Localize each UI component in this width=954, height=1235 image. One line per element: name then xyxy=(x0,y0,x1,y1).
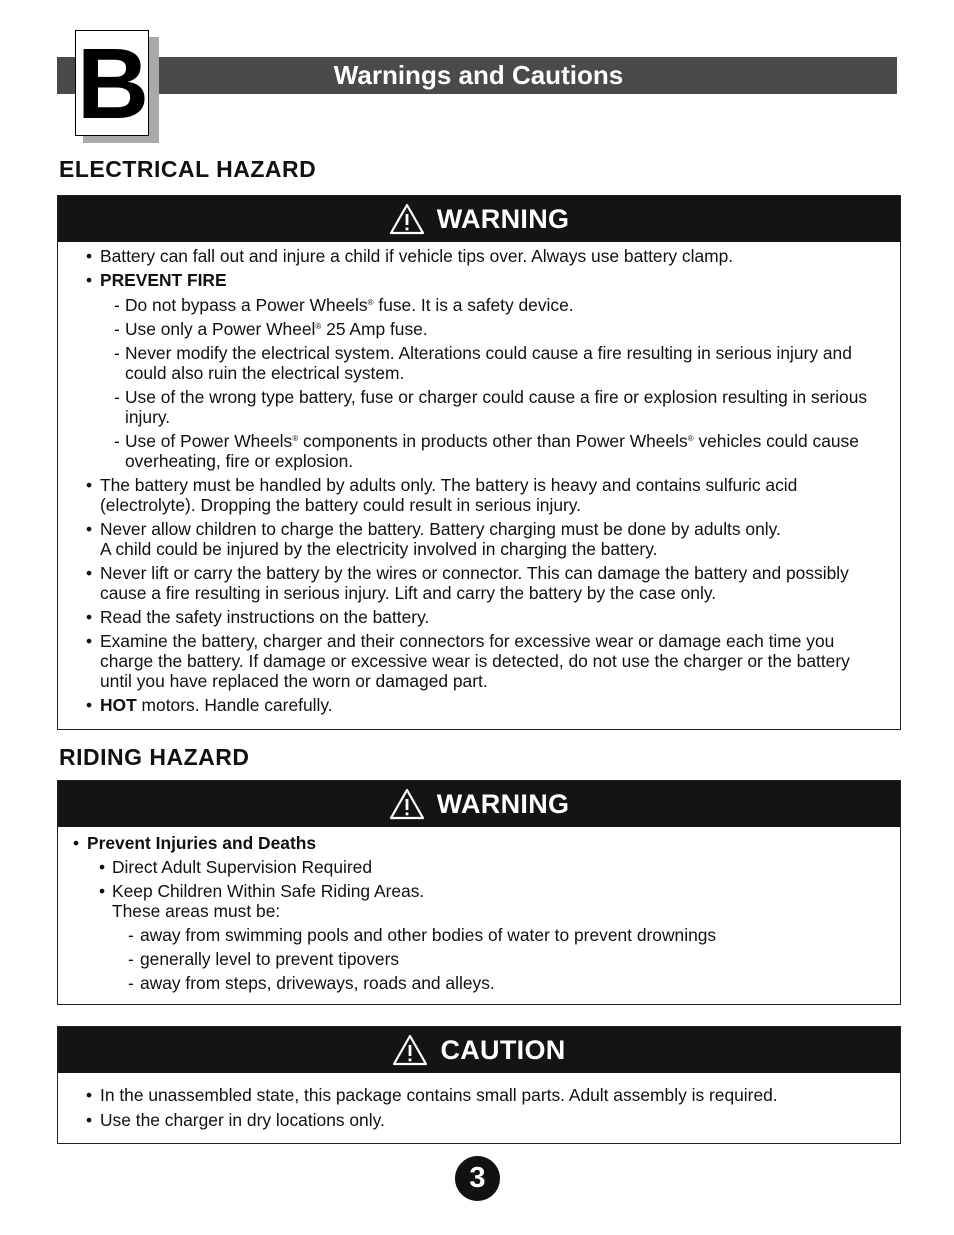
list-item xyxy=(58,519,900,559)
list-item xyxy=(58,695,900,715)
list-item-text xyxy=(100,695,900,715)
sub-item xyxy=(58,431,900,471)
page-number: 3 xyxy=(455,1156,500,1201)
area-item-text: away from swimming pools and other bodies of water to prevent drownings xyxy=(140,925,717,945)
sub-item-text: Use of the wrong type battery, fuse or charger could cause a fire or explosion resulting in serious injury. xyxy=(125,387,868,427)
list-item xyxy=(58,833,900,853)
list-item-text: Read the safety instructions on the battery. xyxy=(100,607,430,627)
riding-warning-box xyxy=(57,780,901,1005)
warning-triangle-icon xyxy=(389,203,425,235)
list-item xyxy=(58,270,900,290)
dash: - xyxy=(128,925,134,945)
sub-item xyxy=(58,387,900,427)
bullet: • xyxy=(99,881,106,901)
prevent-fire-heading: PREVENT FIRE xyxy=(100,270,227,290)
list-item-text: Never allow children to charge the battery. Battery charging must be done by adults only. xyxy=(100,519,781,539)
list-item xyxy=(58,631,900,691)
area-item xyxy=(58,973,900,993)
registered-mark: ® xyxy=(315,322,322,331)
section-letter: B xyxy=(76,28,148,140)
caution-title: CAUTION xyxy=(440,1034,566,1065)
text-part: Do not bypass a Power Wheels xyxy=(125,295,368,315)
bullet: • xyxy=(86,695,93,715)
list-item-text: Never lift or carry the battery by the wires or connector. This can damage the battery and possibly cause a fire resulting in serious injury. Lift and carry the battery by the case only. xyxy=(100,563,849,603)
riding-hazard-heading: RIDING HAZARD xyxy=(59,744,250,770)
dash: - xyxy=(114,343,120,363)
riding-warning-body xyxy=(58,827,900,993)
list-item xyxy=(58,607,900,627)
bullet: • xyxy=(86,270,93,290)
sub-item-text: Keep Children Within Safe Riding Areas. xyxy=(112,881,425,901)
dash: - xyxy=(114,387,120,407)
area-item xyxy=(58,925,900,945)
bullet: • xyxy=(99,857,106,877)
sub-item-text: Never modify the electrical system. Alterations could cause a fire resulting in serious injury and could also ruin the electrical system. xyxy=(125,343,852,383)
warning-title: WARNING xyxy=(436,203,570,234)
sub-item xyxy=(58,343,900,383)
list-item xyxy=(58,1085,900,1105)
bullet: • xyxy=(73,833,80,853)
list-item-text: Use the charger in dry locations only. xyxy=(100,1110,385,1130)
hot-label: HOT xyxy=(100,695,137,715)
bullet: • xyxy=(86,246,93,266)
bullet: • xyxy=(86,563,93,583)
electrical-warning-box xyxy=(57,195,901,730)
warning-header xyxy=(58,196,900,242)
electrical-hazard-heading: ELECTRICAL HAZARD xyxy=(59,156,317,182)
list-item-text: Battery can fall out and injure a child if vehicle tips over. Always use battery clamp. xyxy=(100,246,734,266)
list-item xyxy=(58,475,900,515)
sub-item-text: These areas must be: xyxy=(112,901,281,921)
dash: - xyxy=(114,431,120,451)
sub-item-text xyxy=(125,319,900,339)
warning-title: WARNING xyxy=(436,788,570,819)
list-item-text: Examine the battery, charger and their connectors for excessive wear or damage each time you charge the battery. If damage or excessive wear is detected, do not use the charger or the battery until you have replaced the worn or damaged part. xyxy=(100,631,850,691)
list-item xyxy=(58,246,900,266)
area-item xyxy=(58,949,900,969)
prevent-injuries-heading: Prevent Injuries and Deaths xyxy=(87,833,317,853)
warning-header xyxy=(58,781,900,827)
sub-item xyxy=(58,857,900,877)
warning-triangle-icon xyxy=(389,788,425,820)
caution-box xyxy=(57,1026,901,1144)
bullet: • xyxy=(86,607,93,627)
registered-mark: ® xyxy=(292,434,299,443)
dash: - xyxy=(128,949,134,969)
section-title: Warnings and Cautions xyxy=(333,60,624,90)
sub-item-text xyxy=(125,295,900,315)
bullet: • xyxy=(86,1085,93,1105)
registered-mark: ® xyxy=(687,434,694,443)
warning-triangle-icon xyxy=(392,1034,428,1066)
dash: - xyxy=(114,319,120,339)
area-item-text: away from steps, driveways, roads and alleys. xyxy=(140,973,495,993)
text-part: fuse. It is a safety device. xyxy=(373,295,574,315)
bullet: • xyxy=(86,519,93,539)
list-item-text: A child could be injured by the electricity involved in charging the battery. xyxy=(100,539,658,559)
dash: - xyxy=(128,973,134,993)
caution-body xyxy=(58,1073,900,1130)
bullet: • xyxy=(86,1110,93,1130)
sub-item-text xyxy=(125,431,870,471)
text-part: Use only a Power Wheel xyxy=(125,319,316,339)
dash: - xyxy=(114,295,120,315)
list-item xyxy=(58,563,900,603)
text-part: vehicles could cause overheating, fire or explosion. xyxy=(125,431,859,471)
sub-item xyxy=(58,881,900,921)
text-part: Use of Power Wheels xyxy=(125,431,293,451)
sub-item xyxy=(58,295,900,315)
text-part: 25 Amp fuse. xyxy=(321,319,428,339)
bullet: • xyxy=(86,475,93,495)
sub-item-text: Direct Adult Supervision Required xyxy=(112,857,373,877)
list-item-text: In the unassembled state, this package contains small parts. Adult assembly is required. xyxy=(100,1085,778,1105)
list-item-text: The battery must be handled by adults only. The battery is heavy and contains sulfuric acid (electrolyte). Dropping the battery could result in serious injury. xyxy=(100,475,798,515)
text-part: motors. Handle carefully. xyxy=(136,695,333,715)
text-part: components in products other than Power Wheels xyxy=(298,431,688,451)
caution-header xyxy=(58,1027,900,1073)
registered-mark: ® xyxy=(367,298,374,307)
list-item xyxy=(58,1110,900,1130)
electrical-warning-body xyxy=(58,242,900,715)
area-item-text: generally level to prevent tipovers xyxy=(140,949,400,969)
sub-item xyxy=(58,319,900,339)
bullet: • xyxy=(86,631,93,651)
